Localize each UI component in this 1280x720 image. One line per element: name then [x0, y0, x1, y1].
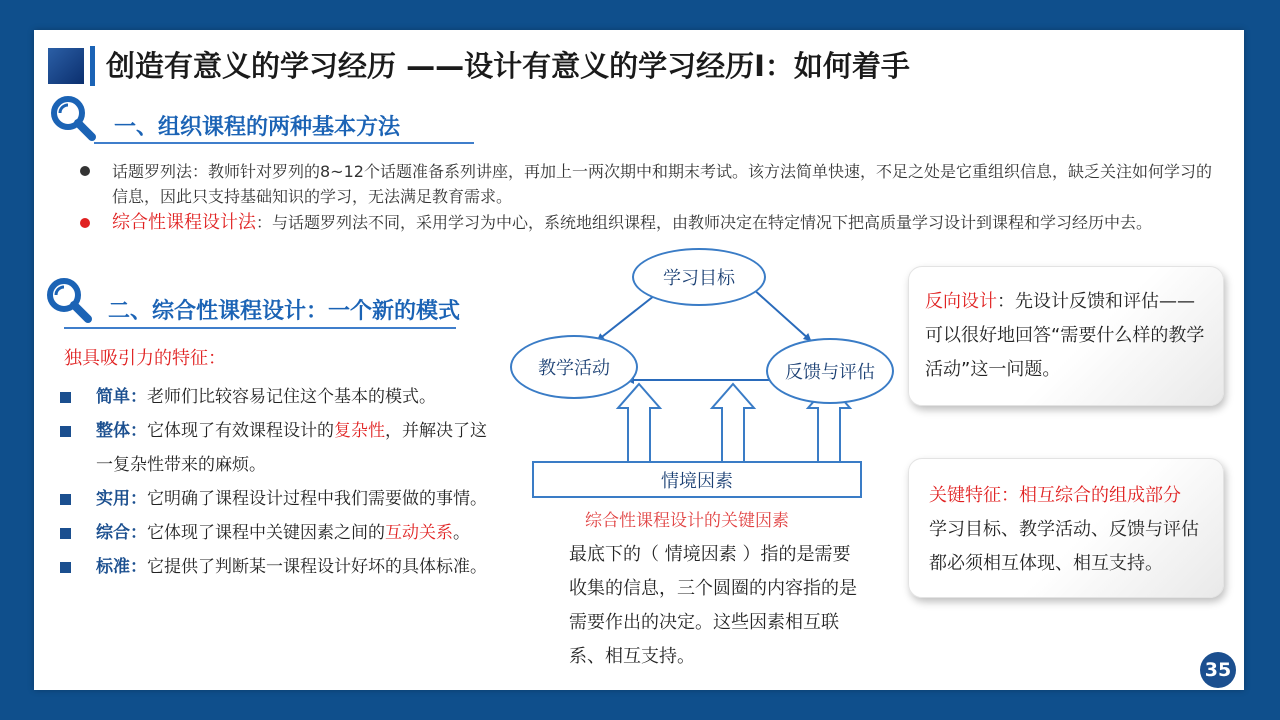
node-learning-goals — [632, 248, 766, 306]
feature-label: 标准 — [96, 557, 130, 577]
feature-text-end: 。 — [453, 523, 470, 543]
section1-item-2 — [112, 210, 1212, 235]
feature-text: 它明确了课程设计过程中我们需要做的事情。 — [147, 489, 487, 509]
node-teaching-activities — [510, 335, 638, 399]
feature-text: 老师们比较容易记住这个基本的模式。 — [147, 387, 436, 407]
section1-underline — [94, 142, 474, 144]
page-number: 35 — [1200, 652, 1236, 688]
card-key-features — [908, 458, 1224, 598]
feature-highlight: 复杂性 — [334, 421, 385, 441]
feature-item — [60, 414, 500, 482]
square-bullet — [60, 562, 71, 573]
title-accent-bar — [90, 46, 95, 86]
feature-list — [60, 380, 500, 584]
card-text: ：先设计反馈和评估——可以很好地回答“需要什么样的教学活动”这一问题。 — [925, 291, 1205, 380]
feature-sep: ： — [130, 421, 147, 441]
feature-label: 实用 — [96, 489, 130, 509]
feature-sep: ： — [130, 557, 147, 577]
section1-heading: 一、组织课程的两种基本方法 — [114, 115, 401, 140]
card-lead: 反向设计 — [925, 291, 997, 312]
node-label: 教学活动 — [538, 358, 610, 379]
square-bullet — [60, 528, 71, 539]
bullet-dot — [80, 166, 90, 176]
page-title: 创造有意义的学习经历 ——设计有意义的学习经历Ⅰ：如何着手 — [106, 49, 910, 83]
item-lead: 综合性课程设计法 — [112, 212, 256, 233]
magnifier-icon — [48, 94, 100, 142]
square-bullet — [60, 494, 71, 505]
section2-underline — [64, 327, 456, 329]
section1-item-1 — [112, 159, 1212, 209]
section2-heading: 二、综合性课程设计：一个新的模式 — [108, 299, 461, 324]
card-backward-design — [908, 266, 1224, 406]
feature-label: 简单 — [96, 387, 130, 407]
item-text: 话题罗列法：教师针对罗列的8~12个话题准备系列讲座，再加上一两次期中和期末考试。该方法简单快速，不足之处是它重组织信息，缺乏关注如何学习的信息，因此只支持基础知识的学习，无法满足教育需求。 — [112, 162, 1212, 206]
title-square-icon — [48, 48, 84, 84]
slide — [34, 30, 1244, 690]
feature-sep: ： — [130, 387, 147, 407]
magnifier-icon — [44, 276, 96, 324]
card-lead: 关键特征：相互综合的组成部分 — [929, 485, 1181, 506]
diagram-note: 最底下的（ 情境因素 ）指的是需要收集的信息，三个圆圈的内容指的是需要作出的决定。这些因素相互联系、相互支持。 — [569, 544, 857, 667]
square-bullet — [60, 392, 71, 403]
feature-sep: ： — [130, 523, 147, 543]
feature-item — [60, 550, 500, 584]
feature-item — [60, 516, 500, 550]
feature-text: 它提供了判断某一课程设计好坏的具体标准。 — [147, 557, 487, 577]
feature-label: 综合 — [96, 523, 130, 543]
box-label: 情境因素 — [661, 470, 733, 492]
feature-text: 它体现了课程中关键因素之间的 — [147, 523, 385, 543]
feature-label: 整体 — [96, 421, 130, 441]
square-bullet — [60, 426, 71, 437]
feature-item — [60, 482, 500, 516]
box-situational-factors — [532, 461, 862, 498]
diagram-caption: 综合性课程设计的关键因素 — [585, 511, 789, 531]
features-subheading: 独具吸引力的特征： — [64, 348, 226, 369]
node-label: 学习目标 — [663, 268, 735, 289]
feature-text: 它体现了有效课程设计的 — [147, 421, 334, 441]
feature-text-end: ，并解决了这 一复杂性带来的麻烦。 — [96, 421, 487, 475]
card-text: 学习目标、教学活动、反馈与评估都必须相互体现、相互支持。 — [929, 519, 1199, 574]
feature-sep: ： — [130, 489, 147, 509]
node-label: 反馈与评估 — [785, 362, 875, 383]
node-feedback-assessment — [766, 338, 894, 404]
feature-highlight: 互动关系 — [385, 523, 453, 543]
feature-item — [60, 380, 500, 414]
bullet-dot-red — [80, 218, 90, 228]
item-text: ：与话题罗列法不同，采用学习为中心，系统地组织课程，由教师决定在特定情况下把高质量学习设计到课程和学习经历中去。 — [256, 213, 1153, 232]
